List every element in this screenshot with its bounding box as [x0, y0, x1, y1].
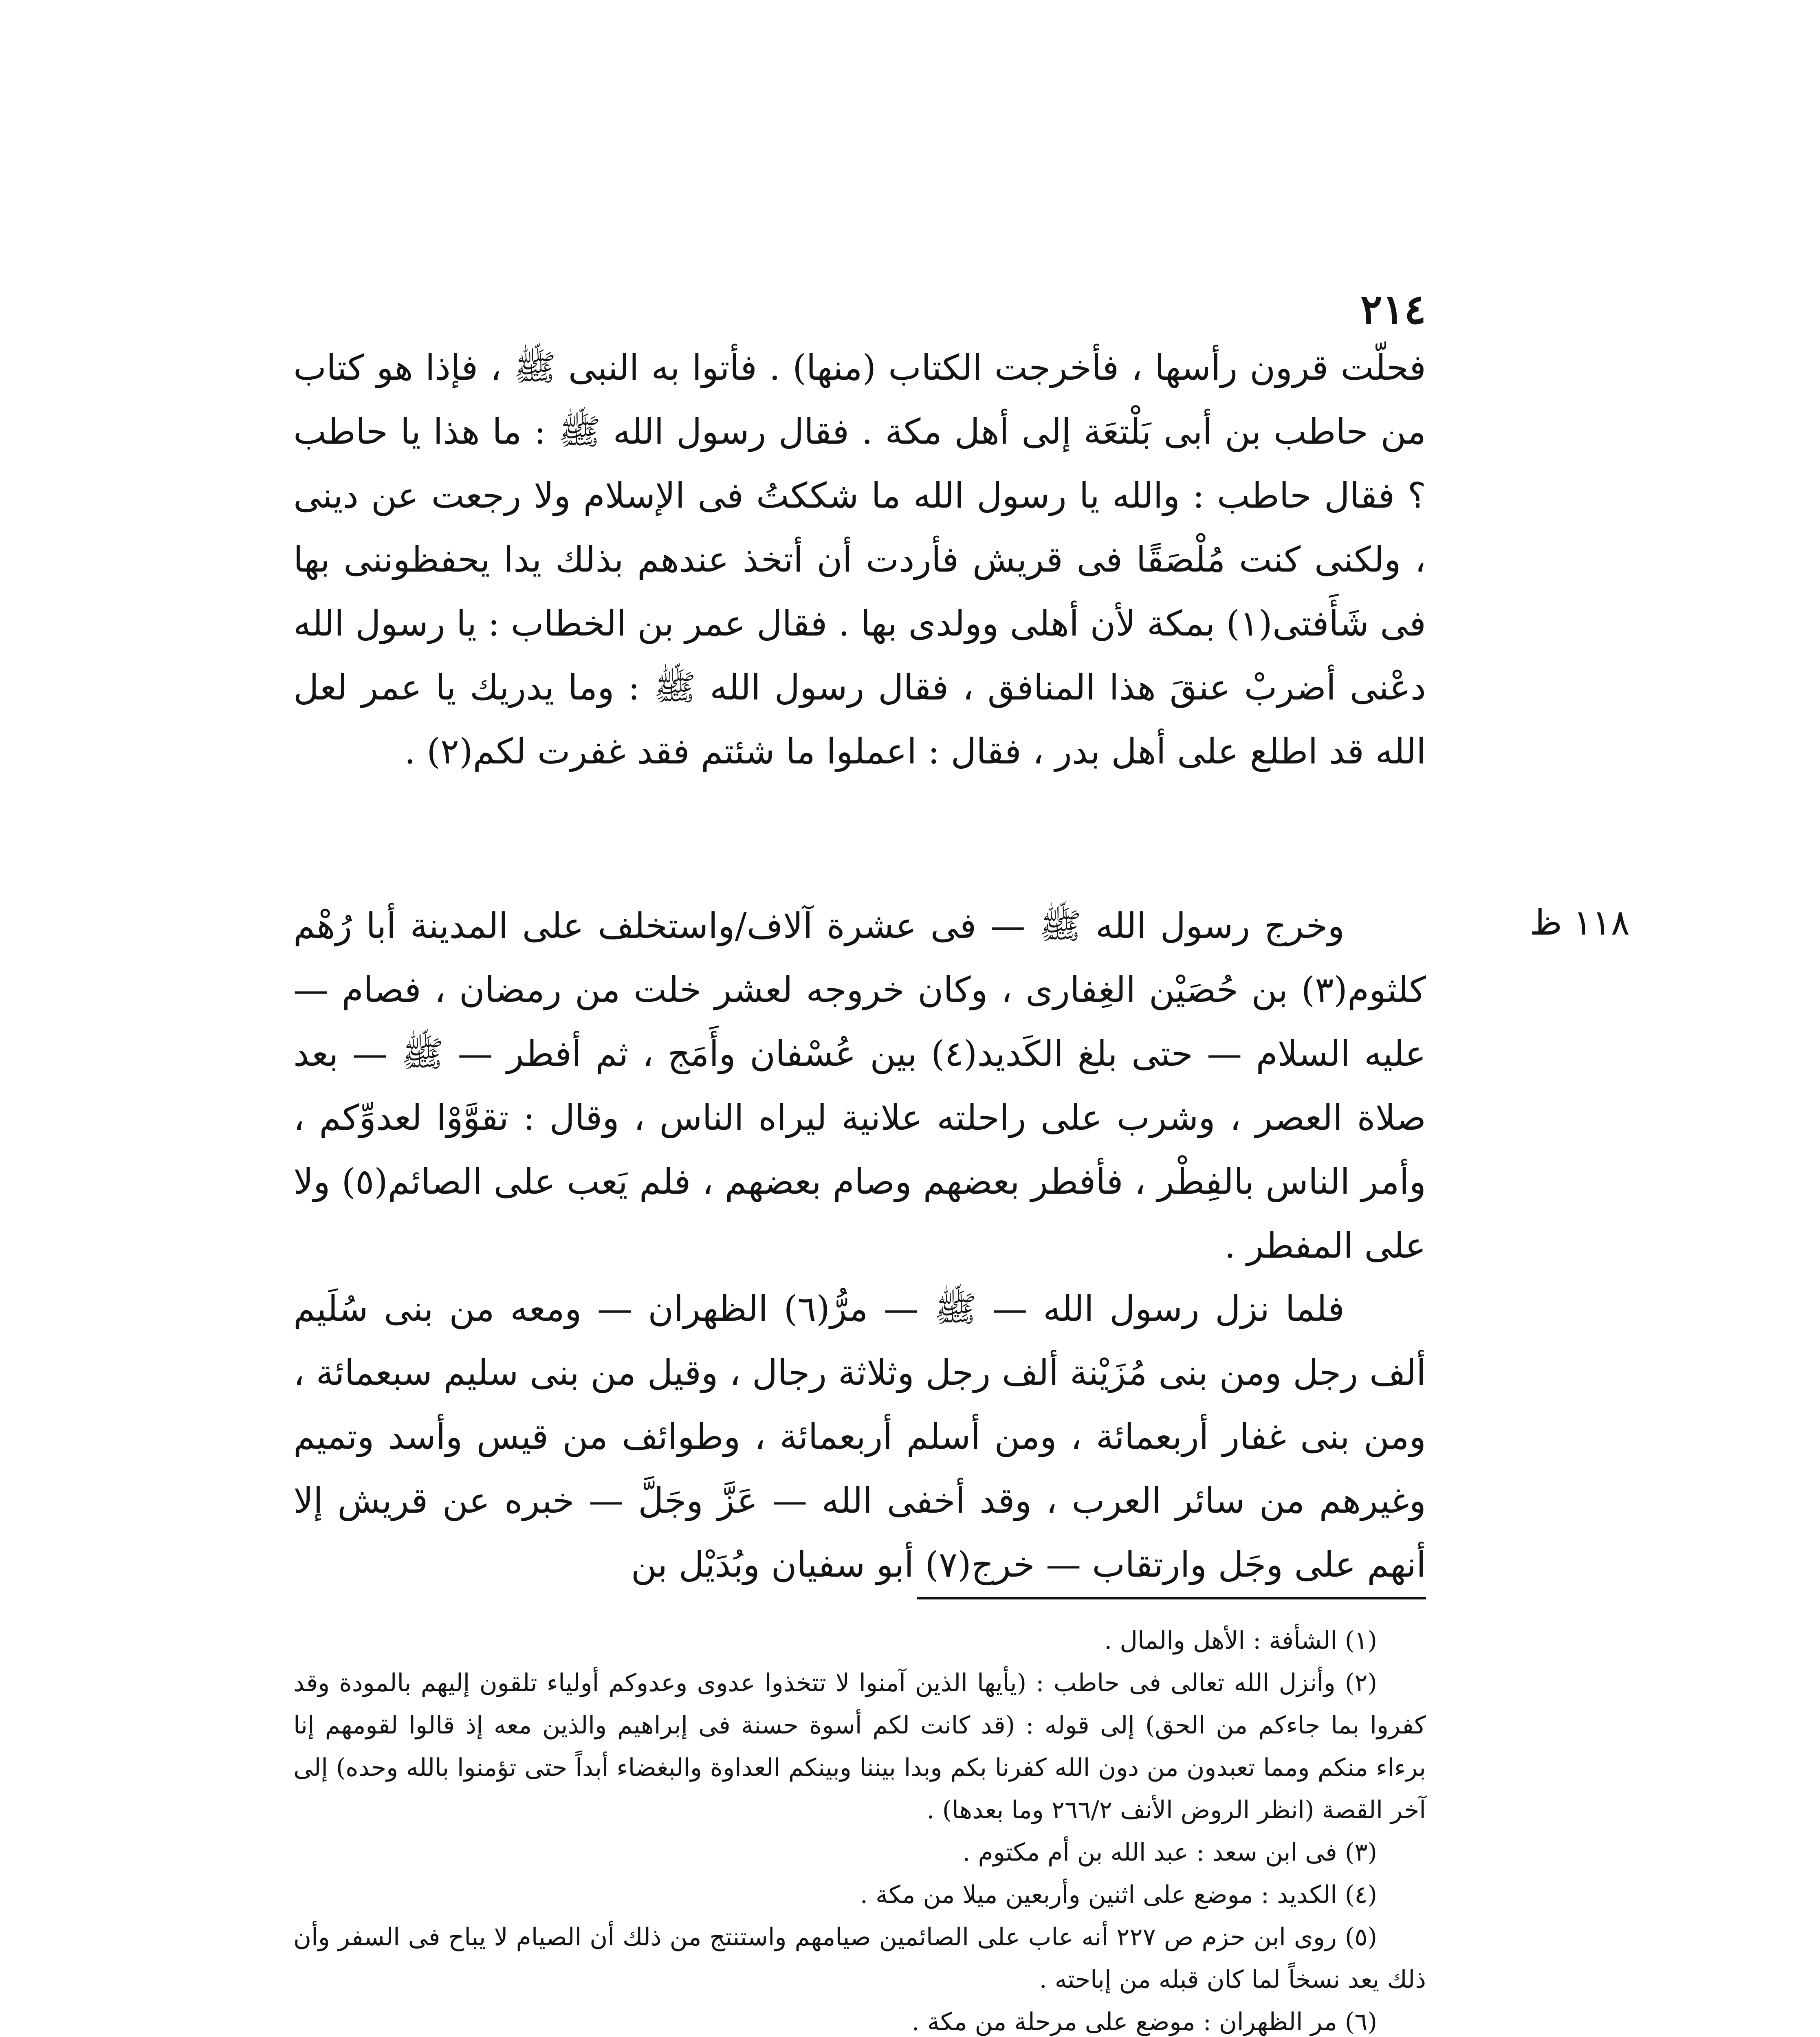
footnote-5: (٥) روى ابن حزم ص ٢٢٧ أنه عاب على الصائمين صيامهم واستنتج من ذلك أن الصيام لا يباح فى السفر وأن ذلك يعد نسخاً لما كان قبله من إباحته . — [293, 1923, 1426, 1994]
footnote-divider — [917, 1597, 1426, 1599]
paragraph-text: فحلّت قرون رأسها ، فأخرجت الكتاب (منها) . فأتوا به النبى ﷺ ، فإذا هو كتاب من حاطب بن أبى بَلْتعَة إلى أهل مكة . فقال رسول الله ﷺ : ما هذا يا حاطب ؟ فقال حاطب : والله يا رسول الله ما شككتُ فى الإسلام ولا رجعت عن دينى ، ولكنى كنت مُلْصَقًا فى قريش فأردت أن أتخذ عندهم بذلك يدا يحفظوننى بها فى شَأَفتى(١) بمكة لأن أهلى وولدى بها . فقال عمر بن الخطاب : يا رسول الله دعْنى أضربْ عنقَ هذا المنافق ، فقال رسول الله ﷺ : وما يدريك يا عمر لعل الله قد اطلع على أهل بدر ، فقال : اعملوا ما شئتم فقد غفرت لكم(٢) . — [293, 348, 1426, 772]
folio-margin-note: ١١٨ ظ — [1530, 902, 1630, 943]
paragraph-text: وخرج رسول الله ﷺ — فى عشرة آلاف/واستخلف على المدينة أبا رُهْم كلثوم(٣) بن حُصَيْن الغِفارى ، وكان خروجه لعشر خلت من رمضان ، فصام — عليه السلام — حتى بلغ الكَديد(٤) بين عُسْفان وأَمَج ، ثم أفطر — ﷺ — بعد صلاة العصر ، وشرب على راحلته علانية ليراه الناس ، وقال : تقوَّوْا لعدوِّكم ، وأمر الناس بالفِطْر ، فأفطر بعضهم وصام بعضهم ، فلم يَعب على الصائم(٥) ولا على المفطر . — [293, 906, 1426, 1266]
paragraph-text: فلما نزل رسول الله — ﷺ — مرُّ(٦) الظهران — ومعه من بنى سُلَيم ألف رجل ومن بنى مُزَيْنة ألف رجل وثلاثة رجال ، وقيل من بنى سليم سبعمائة ، ومن بنى غفار أربعمائة ، ومن أسلم أربعمائة ، وطوائف من قيس وأسد وتميم وغيرهم من سائر العرب ، وقد أخفى الله — عَزَّ وجَلَّ — خبره عن قريش إلا أنهم على وجَل وارتقاب — خرج(٧) أبو سفيان وبُدَيْل بن — [293, 1289, 1426, 1585]
footnote-2: (٢) وأنزل الله تعالى فى حاطب : (يأيها الذين آمنوا لا تتخذوا عدوى وعدوكم أولياء تلقون إليهم بالمودة وقد كفروا بما جاءكم من الحق) إلى قوله : (قد كانت لكم أسوة حسنة فى إبراهيم والذين معه إذ قالوا لقومهم إنا برءاء منكم ومما تعبدون من دون الله كفرنا بكم وبدا بيننا وبينكم العداوة والبغضاء أبداً حتى تؤمنوا بالله وحده) إلى آخر القصة (انظر الروض الأنف ٢٦٦/٢ وما بعدها) . — [293, 1669, 1426, 1824]
footnotes — [293, 1619, 1426, 2037]
page-number: ٢١٤ — [1360, 285, 1426, 333]
body-paragraph-3 — [293, 1277, 1426, 1597]
footnote-4: (٤) الكديد : موضع على اثنين وأربعين ميلا من مكة . — [860, 1881, 1377, 1909]
footnote-3: (٣) فى ابن سعد : عبد الله بن أم مكتوم . — [962, 1838, 1377, 1867]
footnote-6: (٦) مر الظهران : موضع على مرحلة من مكة . — [911, 2008, 1377, 2036]
body-paragraph-1 — [293, 336, 1426, 784]
body-paragraph-2 — [293, 894, 1426, 1278]
footnote-1: (١) الشأفة : الأهل والمال . — [1104, 1626, 1377, 1655]
